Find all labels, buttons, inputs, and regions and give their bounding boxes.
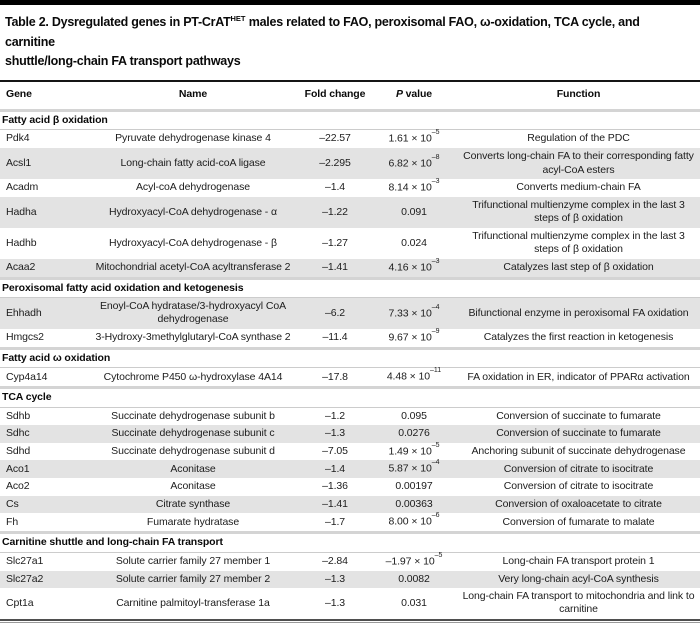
table-bottom-rule [0, 619, 700, 623]
p-value-cell: $5.87 \times 10^{-4}$ [371, 460, 457, 478]
name-cell: Citrate synthase [87, 496, 299, 513]
section-header-row [0, 110, 700, 129]
table-row [0, 407, 700, 425]
p-value-cell: 0.031 [401, 596, 427, 609]
section-header-row [0, 388, 700, 407]
p-value-cell: $4.16 \times 10^{-3}$ [371, 259, 457, 278]
p-value-cell: 0.095 [401, 409, 427, 422]
column-header-fold-change: Fold change [304, 88, 366, 101]
function-cell: Anchoring subunit of succinate dehydrogenase [471, 444, 686, 457]
name-cell: Hydroxyacyl-CoA dehydrogenase - α [87, 197, 299, 228]
title-text-suffix: males related to FAO, peroxisomal FAO, ω-oxidation, TCA cycle, and carnitine [5, 15, 640, 49]
table-row [0, 130, 700, 148]
function-cell: Conversion of fumarate to malate [502, 515, 655, 528]
name-cell: Succinate dehydrogenase subunit c [87, 425, 299, 442]
function-cell: Trifunctional multienzyme complex in the last 3 steps of β oxidation [472, 229, 685, 256]
function-cell: Trifunctional multienzyme complex in the last 3 steps of β oxidation [457, 197, 700, 228]
function-cell: FA oxidation in ER, indicator of PPARα activation [467, 370, 690, 383]
function-cell: Converts long-chain FA to their corresponding fatty acyl-CoA esters [457, 148, 700, 179]
table-row [0, 571, 700, 588]
function-cell: Conversion of succinate to fumarate [457, 425, 700, 442]
name-cell: Pyruvate dehydrogenase kinase 4 [115, 132, 271, 145]
table-row [0, 478, 700, 495]
p-value-cell: 0.0082 [371, 571, 457, 588]
fold-change-cell: –1.4 [324, 181, 346, 194]
section-header-row [0, 348, 700, 367]
fold-change-cell: –1.3 [324, 596, 346, 609]
p-value-cell: $7.33 \times 10^{-4}$ [371, 298, 457, 329]
name-cell: Fumarate hydratase [146, 515, 240, 528]
gene-cell: Hmgcs2 [6, 331, 44, 344]
function-cell: Long-chain FA transport protein 1 [502, 554, 655, 567]
section-header-row [0, 278, 700, 297]
p-value-cell: 0.091 [371, 197, 457, 228]
section-title: Carnitine shuttle and long-chain FA transport [0, 533, 700, 552]
gene-cell: Hadhb [6, 236, 37, 249]
p-value-exponent: –8 [431, 153, 440, 161]
table-row [0, 552, 700, 570]
fold-change-cell: –2.295 [299, 148, 371, 179]
gene-cell: Sdhc [0, 425, 87, 442]
table-row [0, 443, 700, 461]
column-header-name: Name [178, 88, 208, 101]
name-cell: Mitochondrial acetyl-CoA acyltransferase 2 [87, 259, 299, 278]
table-row [0, 425, 700, 442]
p-value-exponent: –5 [431, 129, 440, 137]
gene-cell: Sdhb [6, 409, 31, 422]
gene-cell: Aco2 [6, 480, 30, 493]
p-value-cell: $6.82 \times 10^{-8}$ [371, 148, 457, 179]
function-cell: Conversion of succinate to fumarate [496, 409, 661, 422]
column-header-gene: Gene [6, 88, 32, 101]
gene-cell: Cs [0, 496, 87, 513]
table-row [0, 368, 700, 388]
fold-change-cell: –1.3 [299, 425, 371, 442]
table-row [0, 513, 700, 532]
function-cell: Conversion of oxaloacetate to citrate [457, 496, 700, 513]
fold-change-cell: –22.57 [319, 132, 351, 145]
name-cell: Hydroxyacyl-CoA dehydrogenase - β [109, 236, 277, 249]
name-cell: Succinate dehydrogenase subunit b [111, 409, 275, 422]
name-cell: Long-chain fatty acid-coA ligase [87, 148, 299, 179]
fold-change-cell: –1.41 [299, 259, 371, 278]
table-row [0, 148, 700, 179]
name-cell: Carnitine palmitoyl-transferase 1a [116, 596, 270, 609]
gene-cell: Cpt1a [6, 596, 34, 609]
name-cell: Acyl-coA dehydrogenase [136, 181, 250, 194]
section-title: Fatty acid β oxidation [0, 110, 700, 129]
fold-change-cell: –11.4 [322, 331, 348, 344]
section-title: Peroxisomal fatty acid oxidation and ketogenesis [0, 278, 700, 297]
function-cell: Converts medium-chain FA [516, 181, 641, 194]
fold-change-cell: –17.8 [322, 370, 348, 383]
fold-change-cell: –1.27 [322, 236, 348, 249]
gene-cell: Ehhadh [0, 298, 87, 329]
table-row [0, 496, 700, 513]
gene-cell: Slc27a1 [6, 554, 44, 567]
table-row [0, 298, 700, 329]
p-value-cell: 0.00363 [371, 496, 457, 513]
gene-cell: Sdhd [6, 444, 31, 457]
gene-cell: Acadm [6, 181, 39, 194]
section-header-row [0, 533, 700, 552]
gene-cell: Acsl1 [0, 148, 87, 179]
p-value-exponent: –6 [431, 512, 440, 520]
function-cell: Conversion of citrate to isocitrate [503, 480, 654, 493]
name-cell: Solute carrier family 27 member 2 [87, 571, 299, 588]
table-row [0, 329, 700, 348]
column-header-p-value [371, 82, 457, 110]
p-value-cell: $1.49 \times 10^{-5}$ [388, 441, 440, 458]
gene-cell: Cyp4a14 [6, 370, 48, 383]
fold-change-cell: –1.7 [324, 515, 346, 528]
table-row [0, 179, 700, 197]
name-cell: Solute carrier family 27 member 1 [115, 554, 271, 567]
genes-table [0, 82, 700, 619]
table-body [0, 110, 700, 619]
p-value-cell: 0.00197 [395, 480, 433, 493]
p-value-cell: $-1.97 \times 10^{-5}$ [385, 551, 443, 568]
name-cell: Aconitase [87, 460, 299, 478]
gene-cell: Acaa2 [0, 259, 87, 278]
gene-cell: Fh [6, 515, 19, 528]
p-value-exponent: –4 [431, 459, 440, 467]
name-cell: 3-Hydroxy-3methylglutaryl-CoA synthase 2 [95, 331, 291, 344]
function-cell: Catalyzes last step of β oxidation [457, 259, 700, 278]
column-header-function: Function [556, 88, 601, 101]
gene-cell: Aco1 [0, 460, 87, 478]
fold-change-cell: –1.3 [299, 571, 371, 588]
fold-change-cell: –1.4 [299, 460, 371, 478]
p-value-cell: $8.14 \times 10^{-3}$ [388, 177, 440, 194]
fold-change-cell: –1.36 [322, 480, 348, 493]
gene-cell: Slc27a2 [0, 571, 87, 588]
fold-change-cell: –1.41 [299, 496, 371, 513]
table-row [0, 228, 700, 259]
fold-change-cell: –6.2 [299, 298, 371, 329]
p-value-exponent: –5 [434, 551, 443, 559]
p-value-exponent: –3 [431, 257, 440, 265]
fold-change-cell: –7.05 [322, 444, 348, 457]
p-value-cell: $1.61 \times 10^{-5}$ [388, 129, 440, 145]
p-value-exponent: –4 [431, 303, 440, 311]
function-cell: Very long-chain acyl-CoA synthesis [457, 571, 700, 588]
title-superscript-het: HET [230, 14, 246, 23]
table-row [0, 460, 700, 478]
fold-change-cell: –2.84 [322, 554, 348, 567]
p-value-cell: $8.00 \times 10^{-6}$ [388, 512, 440, 528]
p-value-exponent: –9 [431, 327, 440, 335]
table-row [0, 197, 700, 228]
p-value-italic-p: P [395, 88, 403, 101]
function-cell: Bifunctional enzyme in peroxisomal FA oxidation [457, 298, 700, 329]
table-title [0, 5, 700, 82]
gene-cell: Pdk4 [6, 132, 30, 145]
p-value-cell: $9.67 \times 10^{-9}$ [388, 327, 440, 344]
p-value-rest: value [402, 88, 433, 101]
name-cell: Cytochrome P450 ω-hydroxylase 4A14 [103, 370, 283, 383]
p-value-cell: 0.024 [401, 236, 427, 249]
fold-change-cell: –1.22 [299, 197, 371, 228]
p-value-exponent: –3 [431, 177, 440, 185]
p-value-cell: $4.48 \times 10^{-11}$ [386, 367, 442, 383]
function-cell: Regulation of the PDC [527, 132, 630, 145]
title-text-prefix: Table 2. Dysregulated genes in PT-CrAT [5, 15, 231, 30]
fold-change-cell: –1.2 [324, 409, 346, 422]
table-row [0, 588, 700, 619]
name-cell: Aconitase [170, 480, 216, 493]
table-row [0, 259, 700, 278]
p-value-exponent: –5 [431, 441, 440, 449]
p-value-exponent: –11 [430, 367, 442, 375]
p-value-cell: 0.0276 [371, 425, 457, 442]
function-cell: Catalyzes the first reaction in ketogenesis [483, 331, 674, 344]
section-title: TCA cycle [0, 388, 700, 407]
function-cell: Long-chain FA transport to mitochondria and link to carnitine [462, 590, 695, 616]
name-cell: Enoyl-CoA hydratase/3-hydroxyacyl CoA dehydrogenase [87, 298, 299, 329]
column-header-row [0, 82, 700, 110]
name-cell: Succinate dehydrogenase subunit d [111, 444, 275, 457]
gene-cell: Hadha [0, 197, 87, 228]
section-title: Fatty acid ω oxidation [0, 348, 700, 367]
title-text-line2: shuttle/long-chain FA transport pathways [5, 53, 241, 68]
function-cell: Conversion of citrate to isocitrate [457, 460, 700, 478]
